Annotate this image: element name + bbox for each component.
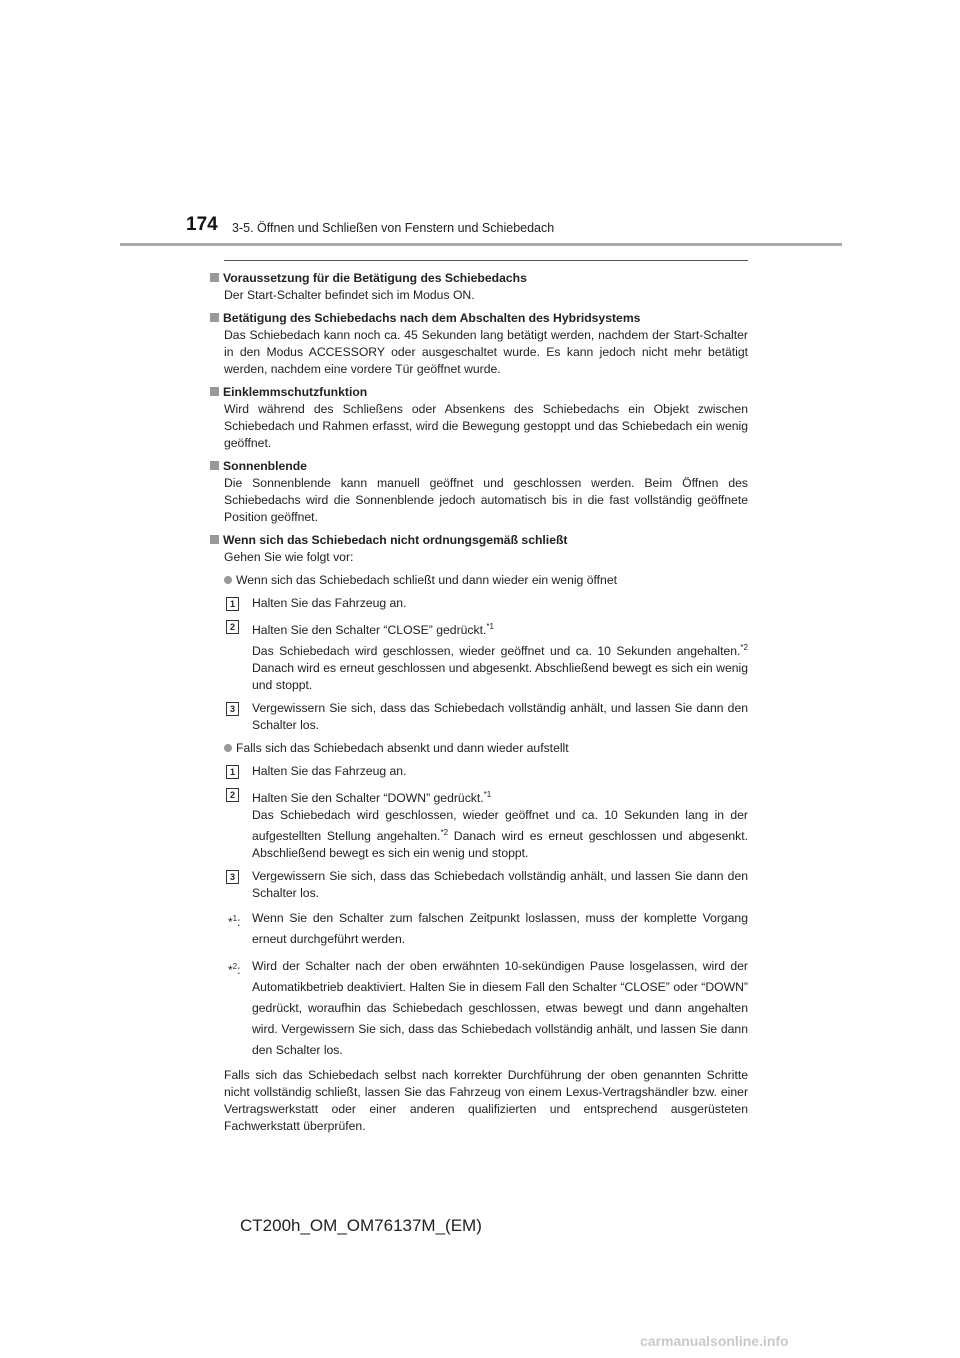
final-paragraph: Falls sich das Schiebedach selbst nach korrekter Durchführung der oben genannten Schritte nicht vollständig schließt, lassen Sie das Fahrzeug von einem Lexus-Vertragshändler bzw. einer Vertragswerkstatt oder einer anderen qualifizierten und entsprechend ausgerüsteten Fachwerkstatt überprüfen.: [224, 1068, 748, 1134]
case-2-step-3: 3 Vergewissern Sie sich, dass das Schiebedach vollständig anhält, und lassen Sie dann den Schalter los.: [210, 868, 748, 902]
step-number-badge: 3: [226, 870, 239, 884]
section-einklemmschutz: [210, 384, 748, 452]
section-text: Das Schiebedach kann noch ca. 45 Sekunden lang betätigt werden, nachdem der Start-Schalter in den Modus ACCESSORY oder ausgeschaltet wurde. Es kann jedoch nicht mehr betätigt werden, nachdem eine vordere Tür geöffnet wurde.: [224, 328, 748, 376]
section-title: Wenn sich das Schiebedach nicht ordnungsgemäß schließt: [223, 533, 568, 547]
page-content: [210, 270, 748, 1147]
section-title: Sonnenblende: [223, 459, 307, 473]
section-title: Betätigung des Schiebedachs nach dem Abschalten des Hybridsystems: [223, 311, 641, 325]
watermark: carmanualsonline.info: [640, 1333, 789, 1349]
page-number: 174: [186, 214, 218, 235]
section-text: Die Sonnenblende kann manuell geöffnet und geschlossen werden. Beim Öffnen des Schiebedachs wird die Sonnenblende jedoch automatisch bis in die fast vollständig geöffnete Position geöffnet.: [224, 476, 748, 524]
square-bullet-icon: [210, 535, 219, 544]
section-text: Der Start-Schalter befindet sich im Modus ON.: [224, 288, 475, 302]
square-bullet-icon: [210, 313, 219, 322]
square-bullet-icon: [210, 273, 219, 282]
case-1-step-1: 1 Halten Sie das Fahrzeug an.: [210, 595, 748, 612]
section-title: Einklemmschutzfunktion: [223, 385, 368, 399]
step-number-badge: 2: [226, 788, 239, 802]
case-1-heading: [210, 572, 748, 589]
circle-bullet-icon: [224, 576, 232, 584]
case-title: Falls sich das Schiebedach absenkt und dann wieder aufstellt: [236, 741, 569, 756]
case-1-step-3: 3 Vergewissern Sie sich, dass das Schiebedach vollständig anhält, und lassen Sie dann den Schalter los.: [210, 700, 748, 734]
section-text: Gehen Sie wie folgt vor:: [224, 550, 354, 564]
header-divider: [120, 243, 842, 246]
step-number-badge: 1: [226, 765, 239, 779]
step-number-badge: 2: [226, 620, 239, 634]
square-bullet-icon: [210, 387, 219, 396]
section-nach-abschalten: [210, 310, 748, 378]
section-sonnenblende: [210, 458, 748, 526]
document-code: CT200h_OM_OM76137M_(EM): [240, 1216, 482, 1235]
section-nicht-schliessen: [210, 532, 748, 1061]
case-2-step-1: 1 Halten Sie das Fahrzeug an.: [210, 763, 748, 780]
case-2-heading: [210, 740, 748, 757]
square-bullet-icon: [210, 461, 219, 470]
step-number-badge: 1: [226, 597, 239, 611]
footnote-2: *$^2$: Wird der Schalter nach der oben erwähnten 10-sekündigen Pause losgelassen, wird der Automatikbetrieb deaktiviert. Halten Sie in diesem Fall den Schalter “CLOSE” oder “DOWN” gedrückt, woraufhin das Schiebedach geschlossen, etwas bewegt und dann angehalten wird. Vergewissern Sie sich, dass das Schiebedach vollständig anhält, und lassen Sie dann den Schalter los.: [228, 959, 748, 1058]
section-title: Voraussetzung für die Betätigung des Schiebedachs: [223, 271, 527, 285]
content-top-rule: [224, 260, 748, 261]
case-1-step-2: 2 Halten Sie den Schalter “CLOSE” gedrückt.$^{*1}$ Das Schiebedach wird geschlossen, wieder geöffnet und ca. 10 Sekunden angehalten.$^{*2}$ Danach wird es erneut geschlossen und abgesenkt. Abschließend bewegt es sich ein wenig und stoppt.: [210, 618, 748, 694]
circle-bullet-icon: [224, 744, 232, 752]
section-header-title: 3-5. Öffnen und Schließen von Fenstern und Schiebedach: [232, 221, 555, 235]
section-text: Wird während des Schließens oder Absenkens des Schiebedachs ein Objekt zwischen Schiebedach und Rahmen erfasst, wird die Bewegung gestoppt und das Schiebedach ein wenig geöffnet.: [224, 402, 748, 450]
footnote-1: *$^1$: Wenn Sie den Schalter zum falschen Zeitpunkt loslassen, muss der komplette Vorgang erneut durchgeführt werden.: [228, 911, 748, 947]
case-2-step-2: 2 Halten Sie den Schalter “DOWN” gedrückt.$^{*1}$ Das Schiebedach wird geschlossen, wieder geöffnet und ca. 10 Sekunden lang in der aufgestellten Stellung angehalten.$^{*2}$ Danach wird es erneut geschlossen und abgesenkt. Abschließend bewegt es sich ein wenig und stoppt.: [210, 786, 748, 862]
section-voraussetzung: [210, 270, 748, 304]
case-title: Wenn sich das Schiebedach schließt und dann wieder ein wenig öffnet: [236, 573, 617, 587]
step-number-badge: 3: [226, 702, 239, 716]
